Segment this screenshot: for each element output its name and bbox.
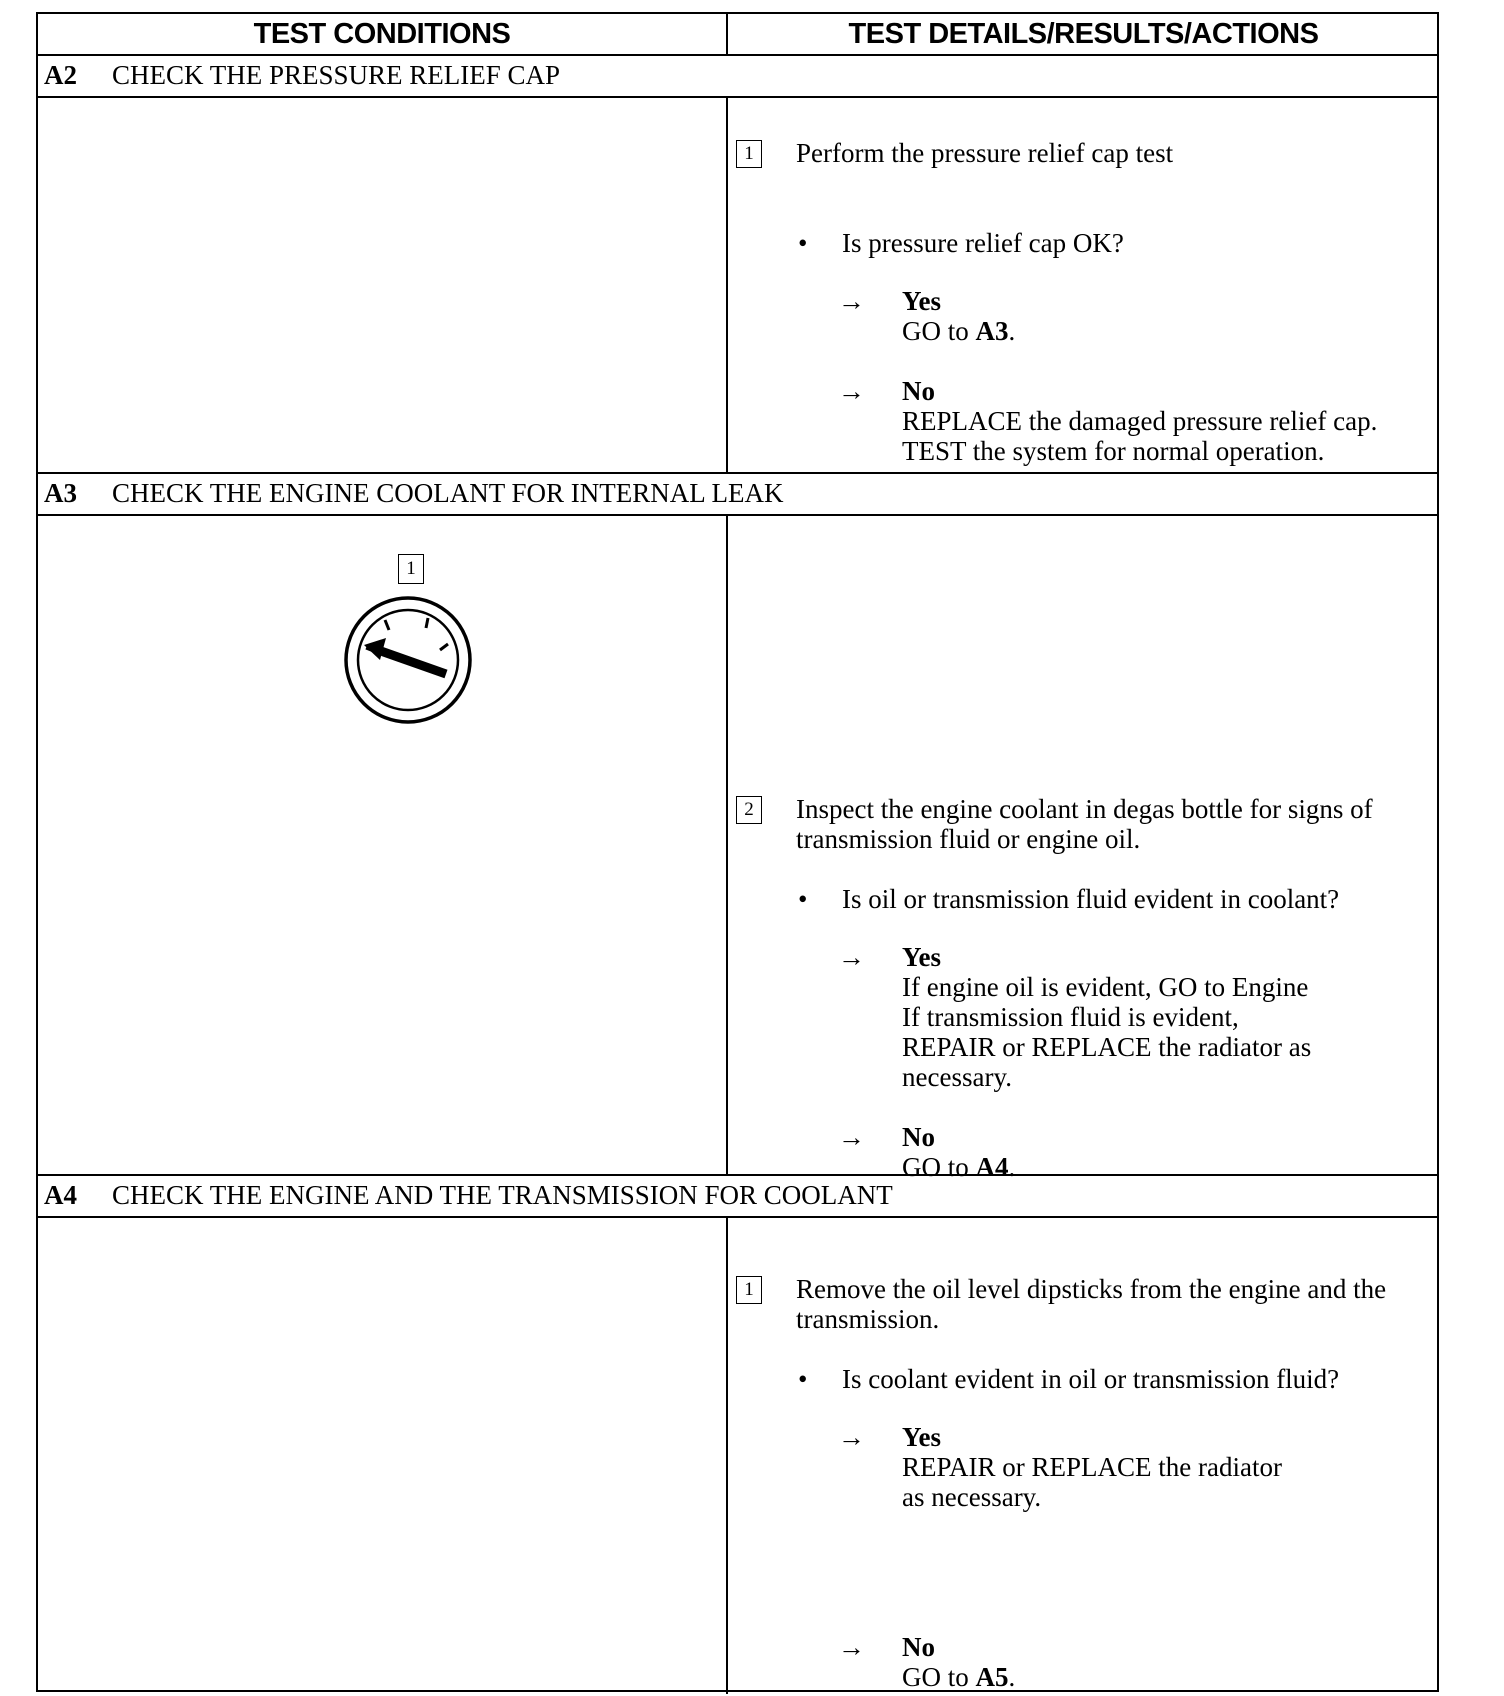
step-a4-1 [736, 1274, 1426, 1334]
ignition-switch-icon [342, 594, 482, 734]
answer-text: REPLACE the damaged pressure relief cap. [902, 406, 1378, 436]
step-number-box: 1 [736, 1276, 762, 1304]
answer-label: No [902, 1122, 935, 1152]
section-id: A4 [44, 1180, 77, 1210]
section-title: CHECK THE PRESSURE RELIEF CAP [112, 60, 561, 90]
divider [38, 1216, 1437, 1218]
column-divider [726, 514, 728, 1174]
answer-text: If transmission fluid is evident, [902, 1002, 1239, 1032]
answer-yes-a2 [838, 286, 1438, 346]
question-a2 [798, 228, 1124, 258]
link-step-a3: A3 [975, 316, 1009, 346]
section-title-a4 [44, 1176, 893, 1214]
answer-text: GO to [902, 1152, 976, 1182]
answer-yes-a4 [838, 1422, 1438, 1512]
step-a2-1 [736, 138, 1426, 168]
question-a4 [798, 1364, 1339, 1394]
column-divider [726, 1216, 728, 1694]
answer-no-a3 [838, 1122, 1438, 1182]
answer-label: Yes [902, 942, 941, 972]
answer-yes-a3 [838, 942, 1438, 1092]
link-step-a4: A4 [975, 1152, 1009, 1182]
answer-label: No [902, 1632, 935, 1662]
bullet-icon: • [798, 884, 808, 914]
answer-label: Yes [902, 286, 941, 316]
answer-text: . [1008, 1152, 1016, 1182]
step-number-box: 1 [398, 554, 424, 584]
answer-no-a2 [838, 376, 1438, 466]
answer-text: GO to [902, 316, 976, 346]
answer-text: necessary. [902, 1062, 1012, 1092]
question-text: Is coolant evident in oil or transmission fluid? [842, 1364, 1340, 1394]
section-title: CHECK THE ENGINE AND THE TRANSMISSION FOR COOLANT [112, 1180, 893, 1210]
column-divider [726, 14, 728, 54]
diagnostic-table [36, 12, 1439, 1692]
step-a3-2 [736, 794, 1426, 854]
arrow-right-icon: → [838, 1632, 865, 1662]
divider [38, 96, 1437, 98]
section-id: A2 [44, 60, 77, 90]
step-number-box: 1 [736, 140, 762, 168]
answer-text: . [1008, 1662, 1016, 1692]
ignition-figure [342, 554, 482, 734]
section-title-a2 [44, 56, 560, 94]
answer-text: REPAIR or REPLACE the radiator as [902, 1032, 1312, 1062]
answer-text: REPAIR or REPLACE the radiator [902, 1452, 1282, 1482]
answer-label: No [902, 376, 935, 406]
divider [38, 514, 1437, 516]
arrow-right-icon: → [838, 942, 865, 972]
answer-text: GO to [902, 1662, 976, 1692]
arrow-right-icon: → [838, 376, 865, 406]
header-test-conditions: TEST CONDITIONS [253, 18, 511, 50]
section-id: A3 [44, 478, 77, 508]
answer-text: If engine oil is evident, GO to Engine [902, 972, 1309, 1002]
arrow-right-icon: → [838, 1122, 865, 1152]
answer-text: as necessary. [902, 1482, 1042, 1512]
section-title: CHECK THE ENGINE COOLANT FOR INTERNAL LEAK [112, 478, 784, 508]
question-text: Is pressure relief cap OK? [842, 228, 1124, 258]
answer-text: . [1008, 316, 1016, 346]
answer-no-a4 [838, 1632, 1438, 1692]
header-test-details: TEST DETAILS/RESULTS/ACTIONS [848, 18, 1319, 50]
step-number-box: 2 [736, 796, 762, 824]
arrow-right-icon: → [838, 286, 865, 316]
step-text: Perform the pressure relief cap test [796, 138, 1174, 168]
bullet-icon: • [798, 228, 808, 258]
answer-label: Yes [902, 1422, 941, 1452]
answer-text: TEST the system for normal operation. [902, 436, 1325, 466]
step-text: Remove the oil level dipsticks from the engine and the transmission. [796, 1274, 1387, 1334]
question-a3 [798, 884, 1339, 914]
arrow-right-icon: → [838, 1422, 865, 1452]
link-step-a5: A5 [975, 1662, 1009, 1692]
bullet-icon: • [798, 1364, 808, 1394]
step-text: Inspect the engine coolant in degas bottle for signs of transmission fluid or engine oil. [796, 794, 1373, 854]
column-divider [726, 96, 728, 472]
question-text: Is oil or transmission fluid evident in coolant? [842, 884, 1340, 914]
section-title-a3 [44, 474, 783, 512]
